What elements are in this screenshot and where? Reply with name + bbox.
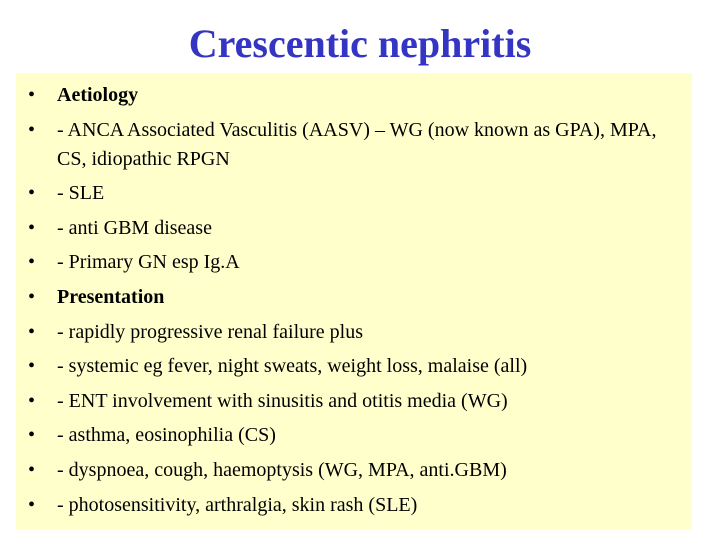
list-item [16,283,692,312]
list-item-text: - photosensitivity, arthralgia, skin rash (SLE) [57,493,418,516]
list-item-text: - SLE [57,182,105,205]
list-item [16,387,692,416]
bullet-list [16,81,692,525]
list-item-text: Aetiology [57,84,139,106]
bullet-icon: • [28,251,36,274]
bullet-icon: • [28,285,36,308]
list-item-text: - ENT involvement with sinusitis and otitis media (WG) [57,389,508,412]
bullet-icon: • [28,493,36,516]
bullet-icon: • [28,320,36,343]
list-item [16,352,692,381]
list-item [16,491,692,520]
list-item-text: - dyspnoea, cough, haemoptysis (WG, MPA, anti.GBM) [57,458,507,481]
list-item [16,421,692,450]
list-item-text: Presentation [57,285,165,308]
bullet-icon: • [28,118,36,141]
bullet-icon: • [28,389,36,412]
bullet-icon: • [28,84,36,106]
list-item [16,456,692,485]
list-item [16,318,692,347]
list-item [16,214,692,243]
list-item-text: - rapidly progressive renal failure plus [57,320,364,343]
bullet-icon: • [28,216,36,239]
list-item [16,116,692,174]
list-item-text: - anti GBM disease [57,216,212,239]
list-item [16,179,692,208]
bullet-icon: • [28,458,36,481]
list-item [16,81,692,110]
list-item-text: - systemic eg fever, night sweats, weight loss, malaise (all) [57,355,528,378]
content-box [16,73,692,529]
list-item-text: - asthma, eosinophilia (CS) [57,424,276,447]
slide-title: Crescentic nephritis [188,21,532,66]
bullet-icon: • [28,424,36,447]
list-item [16,248,692,277]
bullet-icon: • [28,182,36,205]
list-item-text: - ANCA Associated Vasculitis (AASV) – WG (now known as GPA), MPA, CS, idiopathic RPGN [57,118,657,170]
list-item-text: - Primary GN esp Ig.A [57,251,240,274]
bullet-icon: • [28,355,36,378]
